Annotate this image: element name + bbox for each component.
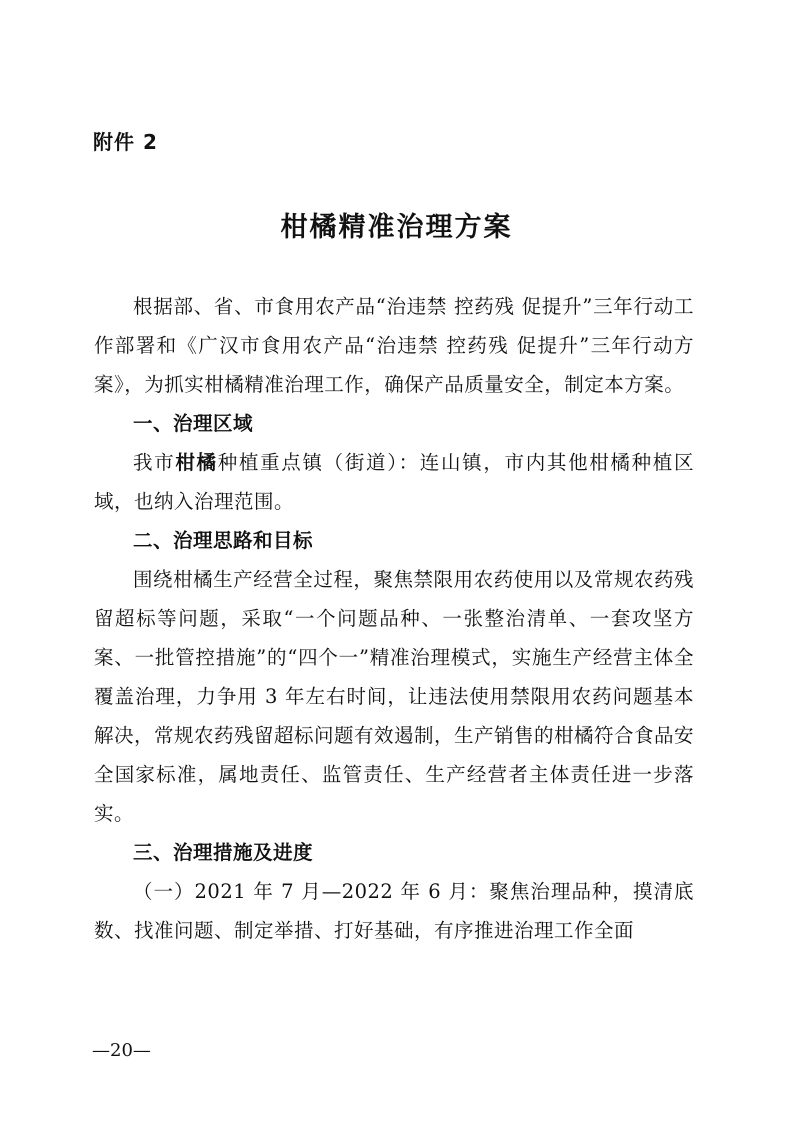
attachment-label: 附件 2: [93, 130, 158, 154]
area-text-bold: 柑橘: [175, 451, 218, 474]
section-heading-area: 一、治理区域: [133, 412, 254, 435]
page-number: —20—: [92, 1040, 151, 1061]
measures-paragraph: （一）2021 年 7 月—2022 年 6 月：聚焦治理品种，摸清底数、找准问题、制定举措、打好基础，有序推进治理工作全面: [94, 880, 694, 942]
section-heading-goals: 二、治理思路和目标: [133, 529, 314, 552]
area-text-pre: 我市: [133, 451, 176, 474]
intro-paragraph: 根据部、省、市食用农产品“治违禁 控药残 促提升”三年行动工作部署和《广汉市食用农产品“治违禁 控药残 促提升”三年行动方案》，为抓实柑橘精准治理工作，确保产品质量安全，制定本方案。: [94, 295, 694, 396]
goals-paragraph: 围绕柑橘生产经营全过程，聚焦禁限用农药使用以及常规农药残留超标等问题，采取“一个问题品种、一张整治清单、一套攻坚方案、一批管控措施”的“四个一”精准治理模式，实施生产经营主体全覆盖治理，力争用 3 年左右时间，让违法使用禁限用农药问题基本解决，常规农药残留超标问题有效遏制，生产销售的柑橘符合食品安全国家标准，属地责任、监管责任、生产经营者主体责任进一步落实。: [94, 568, 695, 825]
section-heading-measures: 三、治理措施及进度: [133, 841, 314, 864]
document-title: 柑橘精准治理方案: [280, 212, 513, 243]
area-paragraph: [94, 443, 694, 521]
document-body: [94, 287, 694, 950]
area-text-post: 种植重点镇（街道）：连山镇，市内其他柑橘种植区域，也纳入治理范围。: [94, 451, 694, 513]
